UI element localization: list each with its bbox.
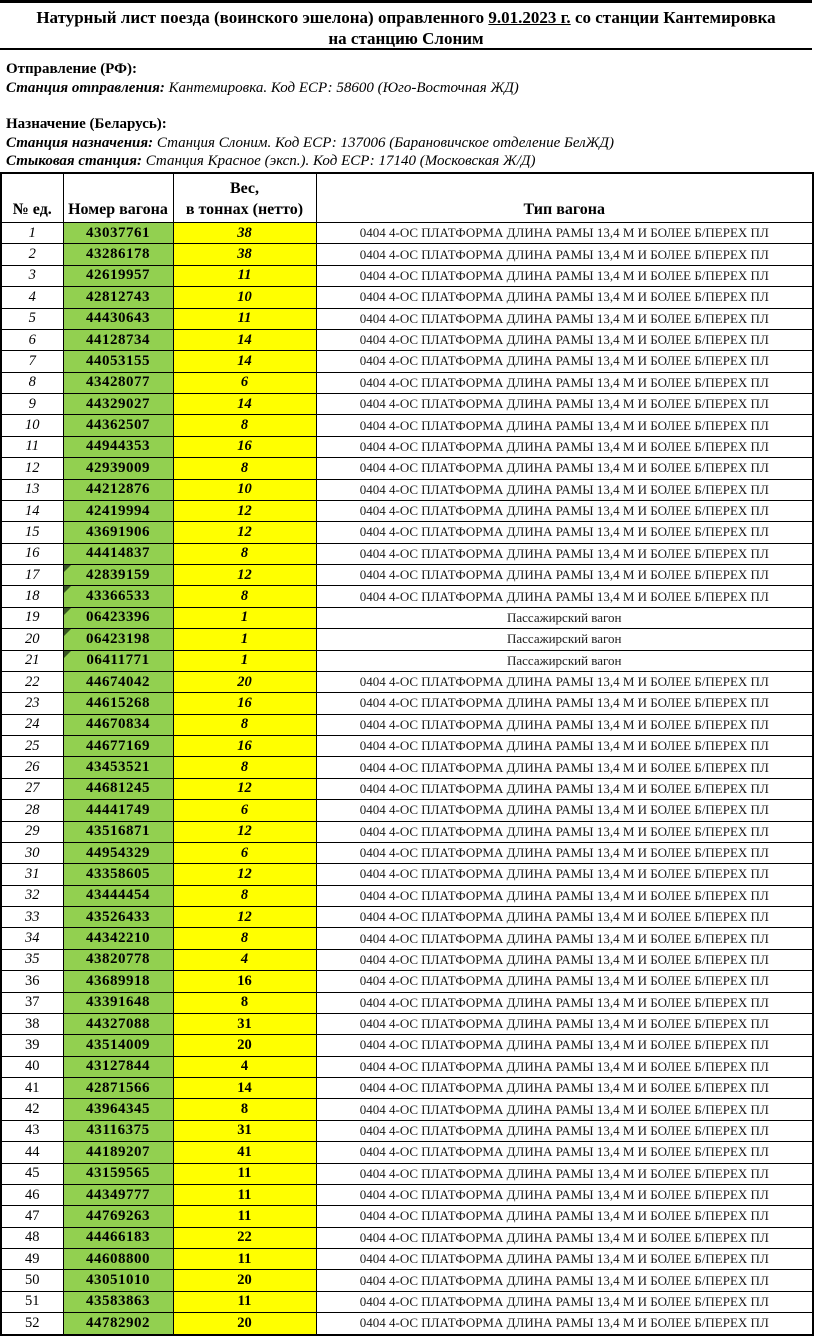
row-number-cell: 51 — [1, 1291, 63, 1312]
wagon-type-cell: 0404 4-ОС ПЛАТФОРМА ДЛИНА РАМЫ 13,4 М И БОЛЕЕ Б/ПЕРЕХ ПЛ — [316, 351, 813, 372]
wagon-number-cell: 44677169 — [63, 736, 173, 757]
table-row — [1, 800, 813, 821]
row-number-cell: 36 — [1, 971, 63, 992]
wagon-number-cell: 43051010 — [63, 1270, 173, 1291]
wagon-type-cell: 0404 4-ОС ПЛАТФОРМА ДЛИНА РАМЫ 13,4 М И БОЛЕЕ Б/ПЕРЕХ ПЛ — [316, 1227, 813, 1248]
weight-cell: 20 — [173, 1270, 316, 1291]
wagon-number-cell: 44327088 — [63, 1013, 173, 1034]
table-row — [1, 629, 813, 650]
weight-cell: 12 — [173, 907, 316, 928]
row-number-cell: 44 — [1, 1142, 63, 1163]
wagon-type-cell: 0404 4-ОС ПЛАТФОРМА ДЛИНА РАМЫ 13,4 М И БОЛЕЕ Б/ПЕРЕХ ПЛ — [316, 565, 813, 586]
title-date: 9.01.2023 г. — [488, 8, 571, 27]
table-row — [1, 907, 813, 928]
title-suffix: со станции Кантемировка на станцию Слоним — [328, 8, 776, 48]
table-row — [1, 372, 813, 393]
row-number-cell: 34 — [1, 928, 63, 949]
weight-cell: 38 — [173, 223, 316, 244]
destination-heading: Назначение (Беларусь): — [6, 116, 167, 132]
row-number-cell: 7 — [1, 351, 63, 372]
weight-cell: 16 — [173, 971, 316, 992]
table-row — [1, 1056, 813, 1077]
wagon-type-cell: 0404 4-ОС ПЛАТФОРМА ДЛИНА РАМЫ 13,4 М И БОЛЕЕ Б/ПЕРЕХ ПЛ — [316, 1035, 813, 1056]
wagon-number-cell: 44608800 — [63, 1249, 173, 1270]
weight-cell: 8 — [173, 885, 316, 906]
wagon-type-cell: 0404 4-ОС ПЛАТФОРМА ДЛИНА РАМЫ 13,4 М И БОЛЕЕ Б/ПЕРЕХ ПЛ — [316, 1163, 813, 1184]
table-row — [1, 329, 813, 350]
wagon-number-cell: 44329027 — [63, 394, 173, 415]
row-number-cell: 8 — [1, 372, 63, 393]
table-row — [1, 885, 813, 906]
wagon-type-cell: 0404 4-ОС ПЛАТФОРМА ДЛИНА РАМЫ 13,4 М И БОЛЕЕ Б/ПЕРЕХ ПЛ — [316, 1313, 813, 1335]
weight-cell: 31 — [173, 1013, 316, 1034]
wagon-number-cell: 43428077 — [63, 372, 173, 393]
table-row — [1, 1249, 813, 1270]
wagon-number-cell: 44362507 — [63, 415, 173, 436]
weight-cell: 8 — [173, 458, 316, 479]
weight-cell: 12 — [173, 821, 316, 842]
destination-station-line — [6, 134, 806, 153]
weight-cell: 12 — [173, 522, 316, 543]
weight-cell: 11 — [173, 265, 316, 286]
wagon-number-cell: 43964345 — [63, 1099, 173, 1120]
header-row — [1, 173, 813, 223]
table-row — [1, 1206, 813, 1227]
flag-marker-icon — [64, 651, 71, 658]
weight-cell: 11 — [173, 1249, 316, 1270]
wagon-number-cell: 43159565 — [63, 1163, 173, 1184]
row-number-cell: 27 — [1, 778, 63, 799]
wagon-number-cell: 42871566 — [63, 1078, 173, 1099]
weight-cell: 8 — [173, 543, 316, 564]
weight-cell: 11 — [173, 308, 316, 329]
weight-cell: 38 — [173, 244, 316, 265]
row-number-cell: 20 — [1, 629, 63, 650]
table-row — [1, 351, 813, 372]
wagon-number-cell: 42812743 — [63, 287, 173, 308]
weight-cell: 6 — [173, 842, 316, 863]
row-number-cell: 14 — [1, 500, 63, 521]
row-number-cell: 17 — [1, 565, 63, 586]
row-number-cell: 19 — [1, 607, 63, 628]
wagon-type-cell: 0404 4-ОС ПЛАТФОРМА ДЛИНА РАМЫ 13,4 М И БОЛЕЕ Б/ПЕРЕХ ПЛ — [316, 1078, 813, 1099]
row-number-cell: 6 — [1, 329, 63, 350]
wagon-number-cell: 43583863 — [63, 1291, 173, 1312]
weight-cell: 4 — [173, 1056, 316, 1077]
wagon-number-cell: 44670834 — [63, 714, 173, 735]
wagon-type-cell: 0404 4-ОС ПЛАТФОРМА ДЛИНА РАМЫ 13,4 М И БОЛЕЕ Б/ПЕРЕХ ПЛ — [316, 693, 813, 714]
header-row-number: № ед. — [1, 173, 63, 223]
wagon-number-cell: 44674042 — [63, 671, 173, 692]
table-row — [1, 650, 813, 671]
weight-cell: 14 — [173, 394, 316, 415]
wagon-type-cell: 0404 4-ОС ПЛАТФОРМА ДЛИНА РАМЫ 13,4 М И БОЛЕЕ Б/ПЕРЕХ ПЛ — [316, 308, 813, 329]
wagon-type-cell: 0404 4-ОС ПЛАТФОРМА ДЛИНА РАМЫ 13,4 М И БОЛЕЕ Б/ПЕРЕХ ПЛ — [316, 458, 813, 479]
table-row — [1, 394, 813, 415]
wagon-number-cell: 43391648 — [63, 992, 173, 1013]
row-number-cell: 11 — [1, 436, 63, 457]
table-row — [1, 778, 813, 799]
wagon-number-cell: 43453521 — [63, 757, 173, 778]
wagon-number-cell: 43116375 — [63, 1120, 173, 1141]
table-row — [1, 265, 813, 286]
table-row — [1, 1270, 813, 1291]
weight-cell: 14 — [173, 1078, 316, 1099]
wagon-number-cell: 43689918 — [63, 971, 173, 992]
destination-station-value: Станция Слоним. Код ЕСР: 137006 (Барановичское отделение БелЖД) — [156, 134, 614, 151]
header-weight — [173, 173, 316, 223]
table-row — [1, 543, 813, 564]
table-row — [1, 1078, 813, 1099]
flag-marker-icon — [64, 608, 71, 615]
weight-cell: 10 — [173, 479, 316, 500]
table-row — [1, 1184, 813, 1205]
wagon-number-cell: 42839159 — [63, 565, 173, 586]
wagon-type-cell: Пассажирский вагон — [316, 650, 813, 671]
wagon-type-cell: 0404 4-ОС ПЛАТФОРМА ДЛИНА РАМЫ 13,4 М И БОЛЕЕ Б/ПЕРЕХ ПЛ — [316, 1142, 813, 1163]
wagon-number-cell: 44349777 — [63, 1184, 173, 1205]
weight-cell: 31 — [173, 1120, 316, 1141]
row-number-cell: 46 — [1, 1184, 63, 1205]
table-row — [1, 308, 813, 329]
row-number-cell: 13 — [1, 479, 63, 500]
row-number-cell: 52 — [1, 1313, 63, 1335]
row-number-cell: 28 — [1, 800, 63, 821]
wagon-number-cell: 43127844 — [63, 1056, 173, 1077]
wagon-type-cell: 0404 4-ОС ПЛАТФОРМА ДЛИНА РАМЫ 13,4 М И БОЛЕЕ Б/ПЕРЕХ ПЛ — [316, 800, 813, 821]
wagon-type-cell: 0404 4-ОС ПЛАТФОРМА ДЛИНА РАМЫ 13,4 М И БОЛЕЕ Б/ПЕРЕХ ПЛ — [316, 1249, 813, 1270]
weight-cell: 12 — [173, 864, 316, 885]
wagon-number-cell: 44128734 — [63, 329, 173, 350]
weight-cell: 4 — [173, 949, 316, 970]
table-row — [1, 1291, 813, 1312]
wagon-type-cell: Пассажирский вагон — [316, 607, 813, 628]
row-number-cell: 23 — [1, 693, 63, 714]
wagon-number-cell: 06423198 — [63, 629, 173, 650]
weight-cell: 11 — [173, 1184, 316, 1205]
table-row — [1, 949, 813, 970]
wagon-number-cell: 42619957 — [63, 265, 173, 286]
row-number-cell: 5 — [1, 308, 63, 329]
wagon-number-cell: 44342210 — [63, 928, 173, 949]
table-row — [1, 736, 813, 757]
wagon-number-cell: 44782902 — [63, 1313, 173, 1335]
page-title — [0, 0, 812, 50]
flag-marker-icon — [64, 586, 71, 593]
wagon-type-cell: 0404 4-ОС ПЛАТФОРМА ДЛИНА РАМЫ 13,4 М И БОЛЕЕ Б/ПЕРЕХ ПЛ — [316, 1120, 813, 1141]
weight-cell: 16 — [173, 436, 316, 457]
wagon-number-cell: 44944353 — [63, 436, 173, 457]
row-number-cell: 45 — [1, 1163, 63, 1184]
table-row — [1, 1163, 813, 1184]
wagon-number-cell: 43820778 — [63, 949, 173, 970]
wagon-number-cell: 43516871 — [63, 821, 173, 842]
table-row — [1, 607, 813, 628]
wagon-type-cell: 0404 4-ОС ПЛАТФОРМА ДЛИНА РАМЫ 13,4 М И БОЛЕЕ Б/ПЕРЕХ ПЛ — [316, 1099, 813, 1120]
row-number-cell: 33 — [1, 907, 63, 928]
wagon-type-cell: 0404 4-ОС ПЛАТФОРМА ДЛИНА РАМЫ 13,4 М И БОЛЕЕ Б/ПЕРЕХ ПЛ — [316, 543, 813, 564]
row-number-cell: 9 — [1, 394, 63, 415]
weight-cell: 14 — [173, 351, 316, 372]
wagon-table-body — [1, 223, 813, 1335]
header-wagon-number: Номер вагона — [63, 173, 173, 223]
weight-cell: 10 — [173, 287, 316, 308]
row-number-cell: 35 — [1, 949, 63, 970]
wagon-type-cell: 0404 4-ОС ПЛАТФОРМА ДЛИНА РАМЫ 13,4 М И БОЛЕЕ Б/ПЕРЕХ ПЛ — [316, 586, 813, 607]
row-number-cell: 41 — [1, 1078, 63, 1099]
row-number-cell: 21 — [1, 650, 63, 671]
weight-cell: 12 — [173, 565, 316, 586]
wagon-number-cell: 44053155 — [63, 351, 173, 372]
row-number-cell: 16 — [1, 543, 63, 564]
weight-cell: 8 — [173, 928, 316, 949]
wagon-number-cell: 44681245 — [63, 778, 173, 799]
wagon-type-cell: 0404 4-ОС ПЛАТФОРМА ДЛИНА РАМЫ 13,4 М И БОЛЕЕ Б/ПЕРЕХ ПЛ — [316, 522, 813, 543]
wagon-type-cell: 0404 4-ОС ПЛАТФОРМА ДЛИНА РАМЫ 13,4 М И БОЛЕЕ Б/ПЕРЕХ ПЛ — [316, 394, 813, 415]
shipment-info — [0, 50, 812, 172]
row-number-cell: 12 — [1, 458, 63, 479]
header-weight-line1: Вес, — [229, 180, 260, 197]
wagon-number-cell: 44769263 — [63, 1206, 173, 1227]
departure-station-value: Кантемировка. Код ЕСР: 58600 (Юго-Восточная ЖД) — [168, 79, 519, 96]
weight-cell: 20 — [173, 671, 316, 692]
weight-cell: 8 — [173, 757, 316, 778]
row-number-cell: 18 — [1, 586, 63, 607]
weight-cell: 1 — [173, 650, 316, 671]
weight-cell: 11 — [173, 1291, 316, 1312]
table-row — [1, 821, 813, 842]
junction-station-label: Стыковая станция: — [6, 153, 142, 169]
row-number-cell: 48 — [1, 1227, 63, 1248]
row-number-cell: 2 — [1, 244, 63, 265]
wagon-type-cell: 0404 4-ОС ПЛАТФОРМА ДЛИНА РАМЫ 13,4 М И БОЛЕЕ Б/ПЕРЕХ ПЛ — [316, 885, 813, 906]
wagon-type-cell: 0404 4-ОС ПЛАТФОРМА ДЛИНА РАМЫ 13,4 М И БОЛЕЕ Б/ПЕРЕХ ПЛ — [316, 971, 813, 992]
weight-cell: 12 — [173, 500, 316, 521]
wagon-number-cell: 42419994 — [63, 500, 173, 521]
wagon-type-cell: 0404 4-ОС ПЛАТФОРМА ДЛИНА РАМЫ 13,4 М И БОЛЕЕ Б/ПЕРЕХ ПЛ — [316, 436, 813, 457]
row-number-cell: 4 — [1, 287, 63, 308]
wagon-number-cell: 44189207 — [63, 1142, 173, 1163]
table-row — [1, 436, 813, 457]
table-row — [1, 586, 813, 607]
wagon-type-cell: 0404 4-ОС ПЛАТФОРМА ДЛИНА РАМЫ 13,4 М И БОЛЕЕ Б/ПЕРЕХ ПЛ — [316, 1270, 813, 1291]
wagon-type-cell: 0404 4-ОС ПЛАТФОРМА ДЛИНА РАМЫ 13,4 М И БОЛЕЕ Б/ПЕРЕХ ПЛ — [316, 949, 813, 970]
weight-cell: 20 — [173, 1035, 316, 1056]
table-row — [1, 992, 813, 1013]
wagon-type-cell: 0404 4-ОС ПЛАТФОРМА ДЛИНА РАМЫ 13,4 М И БОЛЕЕ Б/ПЕРЕХ ПЛ — [316, 415, 813, 436]
wagon-type-cell: 0404 4-ОС ПЛАТФОРМА ДЛИНА РАМЫ 13,4 М И БОЛЕЕ Б/ПЕРЕХ ПЛ — [316, 479, 813, 500]
row-number-cell: 43 — [1, 1120, 63, 1141]
wagon-type-cell: 0404 4-ОС ПЛАТФОРМА ДЛИНА РАМЫ 13,4 М И БОЛЕЕ Б/ПЕРЕХ ПЛ — [316, 821, 813, 842]
row-number-cell: 49 — [1, 1249, 63, 1270]
departure-heading: Отправление (РФ): — [6, 61, 137, 77]
row-number-cell: 39 — [1, 1035, 63, 1056]
weight-cell: 8 — [173, 586, 316, 607]
wagon-number-cell: 06423396 — [63, 607, 173, 628]
wagon-table-header — [1, 173, 813, 223]
table-row — [1, 1013, 813, 1034]
wagon-type-cell: 0404 4-ОС ПЛАТФОРМА ДЛИНА РАМЫ 13,4 М И БОЛЕЕ Б/ПЕРЕХ ПЛ — [316, 928, 813, 949]
wagon-type-cell: 0404 4-ОС ПЛАТФОРМА ДЛИНА РАМЫ 13,4 М И БОЛЕЕ Б/ПЕРЕХ ПЛ — [316, 1184, 813, 1205]
wagon-type-cell: 0404 4-ОС ПЛАТФОРМА ДЛИНА РАМЫ 13,4 М И БОЛЕЕ Б/ПЕРЕХ ПЛ — [316, 757, 813, 778]
table-row — [1, 757, 813, 778]
weight-cell: 41 — [173, 1142, 316, 1163]
wagon-type-cell: 0404 4-ОС ПЛАТФОРМА ДЛИНА РАМЫ 13,4 М И БОЛЕЕ Б/ПЕРЕХ ПЛ — [316, 1206, 813, 1227]
weight-cell: 8 — [173, 992, 316, 1013]
weight-cell: 11 — [173, 1163, 316, 1184]
weight-cell: 8 — [173, 1099, 316, 1120]
wagon-number-cell: 44430643 — [63, 308, 173, 329]
weight-cell: 1 — [173, 607, 316, 628]
row-number-cell: 25 — [1, 736, 63, 757]
wagon-number-cell: 43514009 — [63, 1035, 173, 1056]
wagon-type-cell: 0404 4-ОС ПЛАТФОРМА ДЛИНА РАМЫ 13,4 М И БОЛЕЕ Б/ПЕРЕХ ПЛ — [316, 1291, 813, 1312]
weight-cell: 16 — [173, 693, 316, 714]
row-number-cell: 22 — [1, 671, 63, 692]
wagon-number-cell: 43444454 — [63, 885, 173, 906]
weight-cell: 6 — [173, 800, 316, 821]
row-number-cell: 32 — [1, 885, 63, 906]
wagon-type-cell: 0404 4-ОС ПЛАТФОРМА ДЛИНА РАМЫ 13,4 М И БОЛЕЕ Б/ПЕРЕХ ПЛ — [316, 287, 813, 308]
departure-station-line — [6, 79, 806, 98]
wagon-type-cell: 0404 4-ОС ПЛАТФОРМА ДЛИНА РАМЫ 13,4 М И БОЛЕЕ Б/ПЕРЕХ ПЛ — [316, 1056, 813, 1077]
wagon-type-cell: 0404 4-ОС ПЛАТФОРМА ДЛИНА РАМЫ 13,4 М И БОЛЕЕ Б/ПЕРЕХ ПЛ — [316, 671, 813, 692]
table-row — [1, 287, 813, 308]
weight-cell: 16 — [173, 736, 316, 757]
weight-cell: 20 — [173, 1313, 316, 1335]
table-row — [1, 714, 813, 735]
table-row — [1, 971, 813, 992]
weight-cell: 8 — [173, 714, 316, 735]
table-row — [1, 928, 813, 949]
weight-cell: 8 — [173, 415, 316, 436]
wagon-table — [0, 172, 814, 1336]
wagon-number-cell: 43526433 — [63, 907, 173, 928]
wagon-number-cell: 43358605 — [63, 864, 173, 885]
table-row — [1, 864, 813, 885]
row-number-cell: 30 — [1, 842, 63, 863]
table-row — [1, 458, 813, 479]
row-number-cell: 24 — [1, 714, 63, 735]
wagon-type-cell: 0404 4-ОС ПЛАТФОРМА ДЛИНА РАМЫ 13,4 М И БОЛЕЕ Б/ПЕРЕХ ПЛ — [316, 500, 813, 521]
table-row — [1, 671, 813, 692]
row-number-cell: 38 — [1, 1013, 63, 1034]
blank-line — [6, 97, 806, 115]
wagon-type-cell: 0404 4-ОС ПЛАТФОРМА ДЛИНА РАМЫ 13,4 М И БОЛЕЕ Б/ПЕРЕХ ПЛ — [316, 223, 813, 244]
row-number-cell: 31 — [1, 864, 63, 885]
row-number-cell: 1 — [1, 223, 63, 244]
weight-cell: 22 — [173, 1227, 316, 1248]
weight-cell: 11 — [173, 1206, 316, 1227]
table-row — [1, 415, 813, 436]
wagon-type-cell: 0404 4-ОС ПЛАТФОРМА ДЛИНА РАМЫ 13,4 М И БОЛЕЕ Б/ПЕРЕХ ПЛ — [316, 1013, 813, 1034]
header-weight-line2: в тоннах (нетто) — [185, 201, 304, 218]
wagon-number-cell: 42939009 — [63, 458, 173, 479]
table-row — [1, 1227, 813, 1248]
wagon-number-cell: 44466183 — [63, 1227, 173, 1248]
wagon-type-cell: 0404 4-ОС ПЛАТФОРМА ДЛИНА РАМЫ 13,4 М И БОЛЕЕ Б/ПЕРЕХ ПЛ — [316, 265, 813, 286]
wagon-type-cell: 0404 4-ОС ПЛАТФОРМА ДЛИНА РАМЫ 13,4 М И БОЛЕЕ Б/ПЕРЕХ ПЛ — [316, 244, 813, 265]
weight-cell: 6 — [173, 372, 316, 393]
row-number-cell: 29 — [1, 821, 63, 842]
destination-station-label: Станция назначения: — [6, 134, 154, 151]
row-number-cell: 3 — [1, 265, 63, 286]
table-row — [1, 693, 813, 714]
flag-marker-icon — [64, 629, 71, 636]
table-row — [1, 1099, 813, 1120]
row-number-cell: 50 — [1, 1270, 63, 1291]
table-row — [1, 565, 813, 586]
row-number-cell: 15 — [1, 522, 63, 543]
weight-cell: 12 — [173, 778, 316, 799]
title-prefix: Натурный лист поезда (воинского эшелона) оправленного — [36, 8, 489, 27]
wagon-number-cell: 44954329 — [63, 842, 173, 863]
wagon-type-cell: 0404 4-ОС ПЛАТФОРМА ДЛИНА РАМЫ 13,4 М И БОЛЕЕ Б/ПЕРЕХ ПЛ — [316, 372, 813, 393]
wagon-type-cell: 0404 4-ОС ПЛАТФОРМА ДЛИНА РАМЫ 13,4 М И БОЛЕЕ Б/ПЕРЕХ ПЛ — [316, 864, 813, 885]
flag-marker-icon — [64, 565, 71, 572]
weight-cell: 14 — [173, 329, 316, 350]
table-row — [1, 479, 813, 500]
junction-station-value: Станция Красное (эксп.). Код ЕСР: 17140 (Московская Ж/Д) — [145, 153, 536, 169]
row-number-cell: 26 — [1, 757, 63, 778]
wagon-number-cell: 44615268 — [63, 693, 173, 714]
wagon-type-cell: 0404 4-ОС ПЛАТФОРМА ДЛИНА РАМЫ 13,4 М И БОЛЕЕ Б/ПЕРЕХ ПЛ — [316, 736, 813, 757]
wagon-number-cell: 06411771 — [63, 650, 173, 671]
wagon-type-cell: 0404 4-ОС ПЛАТФОРМА ДЛИНА РАМЫ 13,4 М И БОЛЕЕ Б/ПЕРЕХ ПЛ — [316, 778, 813, 799]
row-number-cell: 47 — [1, 1206, 63, 1227]
wagon-type-cell: Пассажирский вагон — [316, 629, 813, 650]
table-row — [1, 522, 813, 543]
wagon-number-cell: 43366533 — [63, 586, 173, 607]
wagon-number-cell: 44212876 — [63, 479, 173, 500]
table-row — [1, 1142, 813, 1163]
wagon-type-cell: 0404 4-ОС ПЛАТФОРМА ДЛИНА РАМЫ 13,4 М И БОЛЕЕ Б/ПЕРЕХ ПЛ — [316, 842, 813, 863]
wagon-type-cell: 0404 4-ОС ПЛАТФОРМА ДЛИНА РАМЫ 13,4 М И БОЛЕЕ Б/ПЕРЕХ ПЛ — [316, 907, 813, 928]
weight-cell: 1 — [173, 629, 316, 650]
table-row — [1, 1035, 813, 1056]
header-wagon-type: Тип вагона — [316, 173, 813, 223]
wagon-type-cell: 0404 4-ОС ПЛАТФОРМА ДЛИНА РАМЫ 13,4 М И БОЛЕЕ Б/ПЕРЕХ ПЛ — [316, 329, 813, 350]
wagon-number-cell: 43286178 — [63, 244, 173, 265]
wagon-type-cell: 0404 4-ОС ПЛАТФОРМА ДЛИНА РАМЫ 13,4 М И БОЛЕЕ Б/ПЕРЕХ ПЛ — [316, 992, 813, 1013]
table-row — [1, 1120, 813, 1141]
row-number-cell: 42 — [1, 1099, 63, 1120]
table-row — [1, 500, 813, 521]
wagon-number-cell: 44414837 — [63, 543, 173, 564]
wagon-number-cell: 43691906 — [63, 522, 173, 543]
table-row — [1, 842, 813, 863]
row-number-cell: 40 — [1, 1056, 63, 1077]
wagon-type-cell: 0404 4-ОС ПЛАТФОРМА ДЛИНА РАМЫ 13,4 М И БОЛЕЕ Б/ПЕРЕХ ПЛ — [316, 714, 813, 735]
wagon-number-cell: 43037761 — [63, 223, 173, 244]
table-row — [1, 244, 813, 265]
departure-station-label: Станция отправления: — [6, 79, 165, 96]
table-row — [1, 1313, 813, 1335]
row-number-cell: 10 — [1, 415, 63, 436]
table-row — [1, 223, 813, 244]
wagon-number-cell: 44441749 — [63, 800, 173, 821]
junction-station-line — [6, 152, 806, 171]
row-number-cell: 37 — [1, 992, 63, 1013]
